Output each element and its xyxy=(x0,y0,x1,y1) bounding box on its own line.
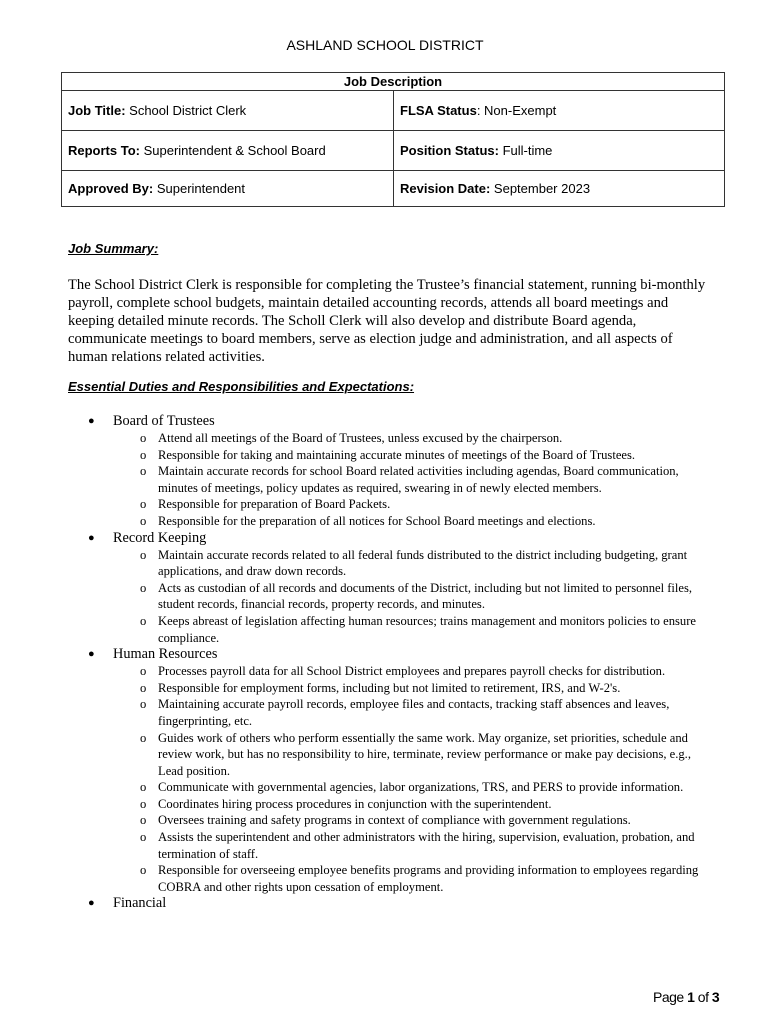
duty-item-text: Keeps abreast of legislation affecting human resources; trains management and monitors policies to ensure compliance. xyxy=(158,613,696,645)
sub-bullet-icon: o xyxy=(140,580,147,595)
duty-item-text: Responsible for the preparation of all notices for School Board meetings and elections. xyxy=(158,513,596,528)
table-heading: Job Description xyxy=(62,73,725,91)
duty-item xyxy=(0,580,718,613)
flsa-cell: FLSA Status: Non-Exempt xyxy=(394,91,725,131)
position-status-cell: Position Status: Full-time xyxy=(394,131,725,171)
duty-item-text: Maintain accurate records for school Board related activities including agendas, Board communication, minutes of meetings, policy updates as required, swearing in of newly elected members. xyxy=(158,464,679,495)
sub-bullet-icon: o xyxy=(140,813,147,828)
bullet-icon: ● xyxy=(88,897,95,910)
sub-bullet-icon: o xyxy=(140,513,147,528)
duty-item xyxy=(0,496,718,513)
duty-section xyxy=(0,646,770,895)
duty-section xyxy=(0,413,770,530)
bullet-icon: ● xyxy=(88,531,95,544)
bullet-icon: ● xyxy=(88,648,95,661)
section-title-text: Record Keeping xyxy=(113,529,207,546)
duty-item xyxy=(0,547,718,580)
duty-item-text: Assists the superintendent and other administrators with the hiring, supervision, evaluation, probation, and termination of staff. xyxy=(158,830,695,861)
sub-bullet-icon: o xyxy=(140,730,147,745)
job-info-table xyxy=(61,72,725,207)
duty-item xyxy=(0,680,718,697)
duty-item-text: Acts as custodian of all records and documents of the District, including but not limited to personnel files, student records, financial records, property records, and minutes. xyxy=(158,580,693,612)
duty-section xyxy=(0,530,770,647)
sub-bullet-icon: o xyxy=(140,780,147,795)
duty-section-title xyxy=(0,530,770,547)
section-title-text: Board of Trustees xyxy=(113,413,215,429)
duty-item-text: Guides work of others who perform essentially the same work. May organize, set priorities, schedule and review work, but has no responsibility to hire, terminate, review performance or make pay decisions, e.g., Lead position. xyxy=(158,730,691,778)
sub-bullet-icon: o xyxy=(140,796,147,811)
revision-date-cell: Revision Date: September 2023 xyxy=(394,171,725,207)
sub-bullet-icon: o xyxy=(140,431,147,445)
duty-section xyxy=(0,895,770,912)
duty-item xyxy=(0,862,718,895)
duty-item-text: Responsible for overseeing employee benefits programs and providing information to employees regarding COBRA and other rights upon cessation of employment. xyxy=(158,863,699,894)
sub-bullet-icon: o xyxy=(140,613,147,628)
duty-item xyxy=(0,613,718,646)
duty-item-text: Maintaining accurate payroll records, employee files and contacts, tracking staff absences and leaves, fingerprinting, etc. xyxy=(158,697,670,728)
duty-item xyxy=(0,463,718,496)
duty-section-title xyxy=(0,646,770,663)
sub-bullet-icon: o xyxy=(140,497,147,512)
duty-item-text: Maintain accurate records related to all federal funds distributed to the district including budgeting, grant applications, and draw down records. xyxy=(158,547,688,579)
duty-item xyxy=(0,730,718,780)
duties-heading: Essential Duties and Responsibilities and Expectations: xyxy=(68,379,415,394)
section-title-text: Human Resources xyxy=(113,646,218,663)
sub-bullet-icon: o xyxy=(140,830,147,845)
duty-item-text: Attend all meetings of the Board of Trustees, unless excused by the chairperson. xyxy=(158,431,563,445)
duty-item-text: Communicate with governmental agencies, labor organizations, TRS, and PERS to provide information. xyxy=(158,780,684,795)
duty-item xyxy=(0,663,718,680)
duty-item xyxy=(0,696,718,729)
duty-item-text: Coordinates hiring process procedures in conjunction with the superintendent. xyxy=(158,796,552,811)
duty-item-text: Responsible for taking and maintaining accurate minutes of meetings of the Board of Trustees. xyxy=(158,447,636,462)
page-number: Page 1 of 3 xyxy=(653,989,720,1005)
duty-item xyxy=(0,513,718,530)
duty-item-text: Responsible for preparation of Board Packets. xyxy=(158,497,391,512)
duty-section-title xyxy=(0,895,770,912)
duty-section-title xyxy=(0,413,770,430)
duty-item xyxy=(0,829,718,862)
sub-bullet-icon: o xyxy=(140,464,147,479)
duties-list xyxy=(0,413,770,912)
sub-bullet-icon: o xyxy=(140,697,147,712)
sub-bullet-icon: o xyxy=(140,547,147,562)
duty-item-text: Processes payroll data for all School District employees and prepares payroll checks for distribution. xyxy=(158,664,666,679)
reports-to-cell: Reports To: Superintendent & School Board xyxy=(62,131,394,171)
duty-item xyxy=(0,430,718,447)
duty-item-text: Responsible for employment forms, including but not limited to retirement, IRS, and W-2's. xyxy=(158,680,621,695)
sub-bullet-icon: o xyxy=(140,447,147,462)
duty-item xyxy=(0,779,718,796)
summary-heading: Job Summary: xyxy=(68,241,159,256)
district-title: ASHLAND SCHOOL DISTRICT xyxy=(286,37,484,53)
bullet-icon: ● xyxy=(88,415,95,427)
sub-bullet-icon: o xyxy=(140,680,147,695)
duty-item xyxy=(0,796,718,813)
sub-bullet-icon: o xyxy=(140,863,147,878)
sub-bullet-icon: o xyxy=(140,664,147,679)
section-title-text: Financial xyxy=(113,895,167,912)
duty-item xyxy=(0,447,718,464)
job-title-cell: Job Title: School District Clerk xyxy=(62,91,394,131)
approved-by-cell: Approved By: Superintendent xyxy=(62,171,394,207)
summary-text: The School District Clerk is responsible for completing the Trustee’s financial statement, running bi-monthly payroll, complete school budgets, maintain detailed accounting records, attends all board meetings and keeping detailed minute records. The Scholl Clerk will also develop and distribute Board agenda, communicate meetings to board members, serve as election judge and administration, and all aspects of human relations related activities. xyxy=(68,277,706,365)
duty-item xyxy=(0,812,718,829)
duty-item-text: Oversees training and safety programs in context of compliance with government regulations. xyxy=(158,813,631,828)
